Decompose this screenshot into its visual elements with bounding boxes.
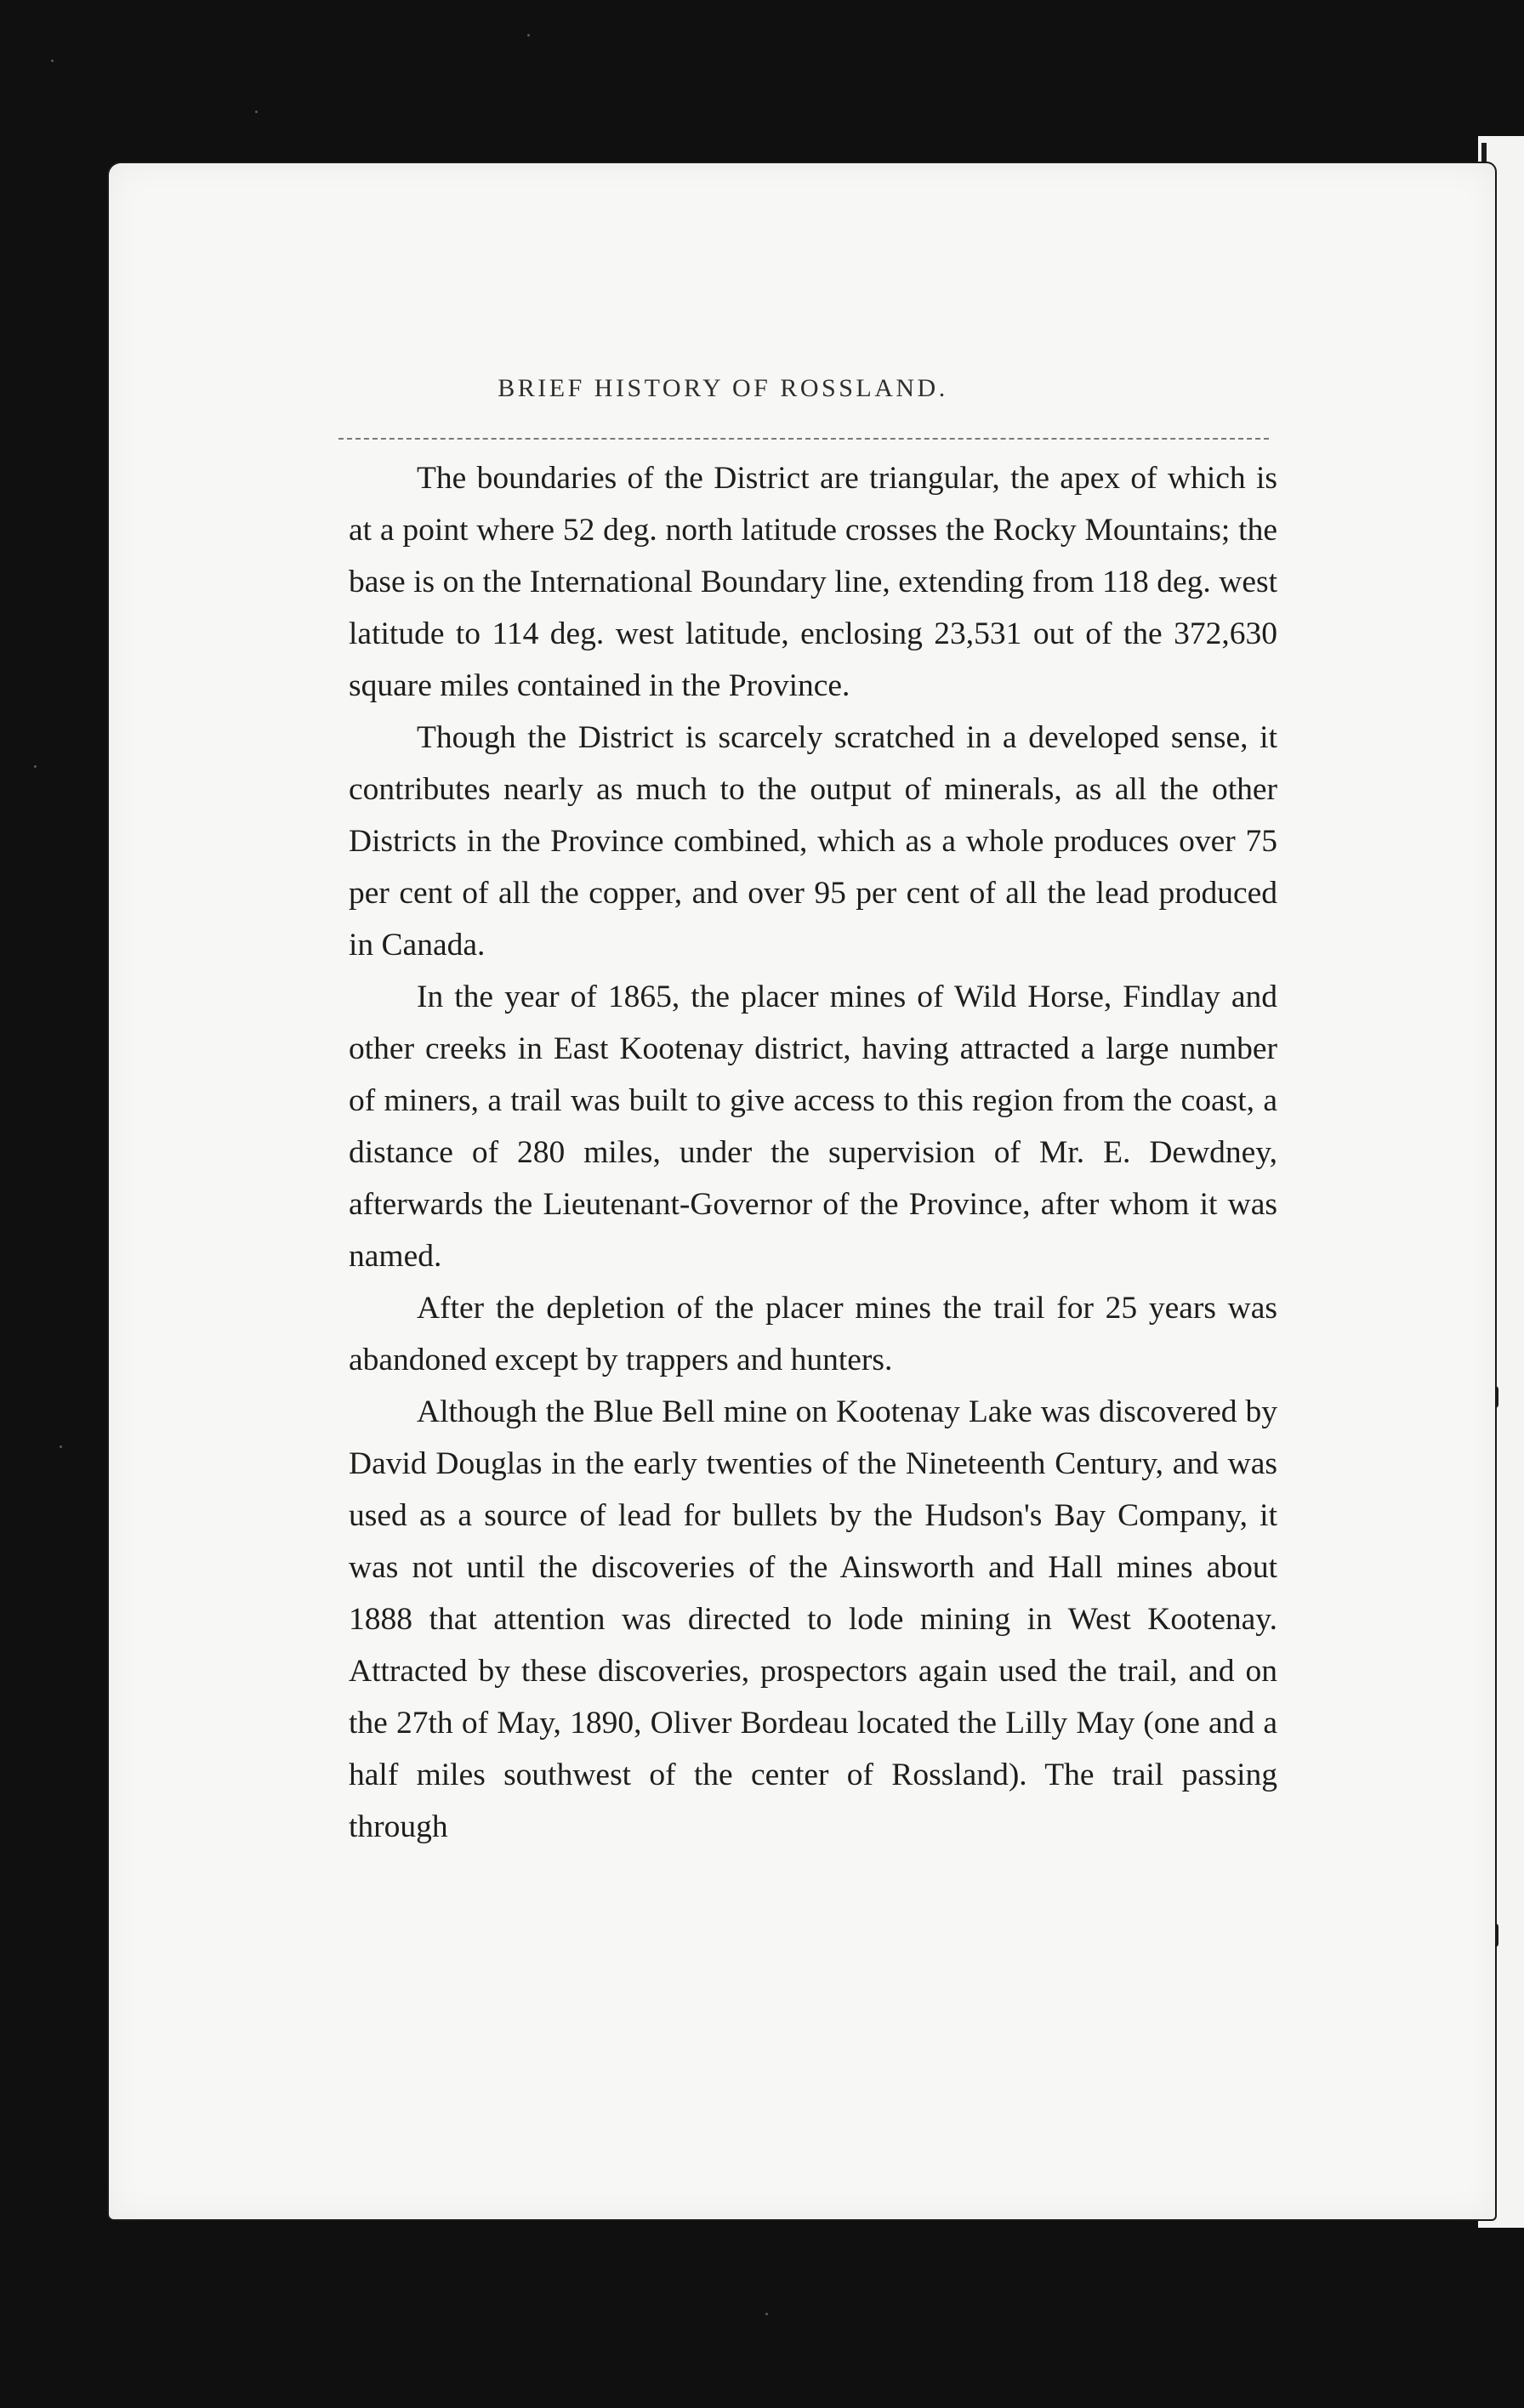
header-rule <box>338 438 1269 440</box>
paragraph: In the year of 1865, the placer mines of Wild Horse, Findlay and other creeks in East Kootenay district, having attracted a large number of miners, a trail was built to give access to this region from the coast, a distance of 280 miles, under the supervision of Mr. E. Dewdney, afterwards the Lieutenant-Governor of the Province, after whom it was named. <box>349 980 1277 1274</box>
paragraph: The boundaries of the District are triangular, the apex of which is at a point where 52 deg. north latitude crosses the Rocky Mountains; the base is on the International Boundary line, extending from 118 deg. west latitude to 114 deg. west latitude, enclosing 23,531 out of the 372,630 square miles contained in the Province. <box>349 461 1277 703</box>
scan-speck <box>255 111 258 113</box>
scan-speck <box>60 1445 62 1448</box>
scan-speck <box>527 34 530 37</box>
running-head: BRIEF HISTORY OF ROSSLAND. <box>498 374 948 402</box>
paragraph: Although the Blue Bell mine on Kootenay Lake was discovered by David Douglas in the early twenties of the Nineteenth Century, and was used as a source of lead for bullets by the Hudson's Bay Company, it was not until the discoveries of the Ainsworth and Hall mines about 1888 that attention was directed to lode mining in West Kootenay. Attracted by these discoveries, prospectors again used the trail, and on the 27th of May, 1890, Oliver Bordeau located the Lilly May (one and a half miles southwest of the center of Rossland). The trail passing through <box>349 1394 1277 1844</box>
page-body <box>349 452 1277 1853</box>
scan-speck <box>765 2313 768 2315</box>
paragraph: Though the District is scarcely scratched in a developed sense, it contributes nearly as much to the output of minerals, as all the other Districts in the Province combined, which as a whole produces over 75 per cent of all the copper, and over 95 per cent of all the lead produced in Canada. <box>349 720 1277 963</box>
scan-speck <box>51 60 54 62</box>
scan-speck <box>34 765 37 768</box>
paragraph: After the depletion of the placer mines the trail for 25 years was abandoned except by trappers and hunters. <box>349 1291 1277 1377</box>
